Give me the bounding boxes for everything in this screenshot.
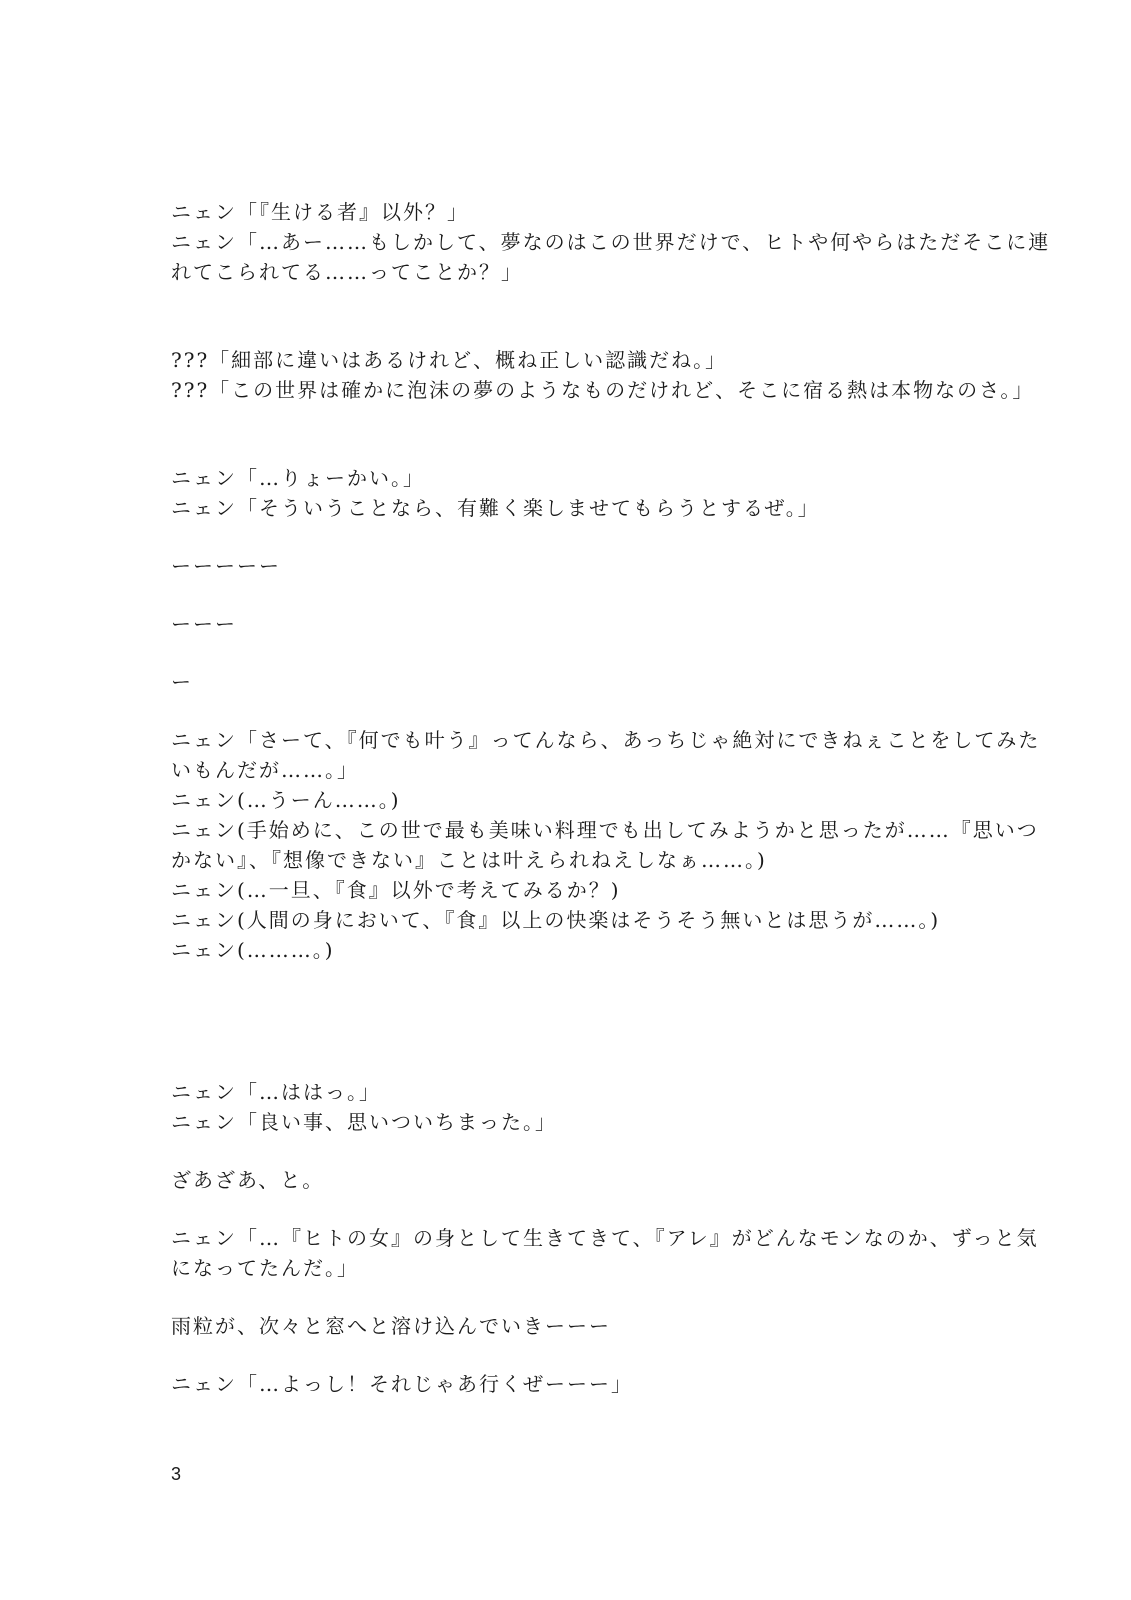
paragraph-gap [171,581,971,609]
text-line: いもんだが……。」 [171,758,359,782]
text-line: ニェン(手始めに、この世で最も美味い料理でも出してみようかと思ったが……『思いつ [171,818,1039,842]
scene-divider: ーーーーー [171,554,281,578]
text-line: ニェン「『生ける者』以外？」 [171,200,469,224]
paragraph-gap [171,523,971,551]
scene-divider: ー [171,670,193,694]
text-line: ニェン「そういうことなら、有難く楽しませてもらうとするぜ。」 [171,496,820,520]
text-line: ざあざあ、と。 [171,1168,325,1192]
text-line: ニェン(………。) [171,938,335,962]
text-line: ニェン(人間の身において、『食』以上の快楽はそうそう無いとは思うが……。) [171,908,941,932]
paragraph-gap [171,1341,971,1369]
paragraph-gap [171,1195,971,1223]
text-line: ニェン「さーて、『何でも叶う』ってんなら、あっちじゃ絶対にできねぇことをしてみた [171,728,1041,752]
text-line: ???「細部に違いはあるけれど、概ね正しい認識だね。」 [171,348,728,372]
text-line: ニェン「…あー……もしかして、夢なのはこの世界だけで、ヒトや何やらはただそこに連 [171,230,1051,254]
text-line: ニェン(…うーん……。) [171,788,401,812]
page-number: 3 [171,1464,182,1484]
text-line: になってたんだ。」 [171,1256,359,1280]
paragraph-gap [171,405,971,463]
paragraph-gap [171,965,971,1077]
page-body [171,197,1051,1399]
paragraph-gap [171,287,971,345]
scene-divider: ーーー [171,612,237,636]
text-line: かない』、『想像できない』ことは叶えられねえしなぁ……。) [171,848,767,872]
text-line: れてこられてる……ってことか？」 [171,260,523,284]
text-line: ニェン「良い事、思いついちまった。」 [171,1110,557,1134]
text-line: ニェン「…『ヒトの女』の身として生きてきて、『アレ』がどんなモンなのか、ずっと気 [171,1226,1039,1250]
text-line: ニェン「…よっし！それじゃあ行くぜーーー」 [171,1372,633,1396]
text-line: ニェン「…ははっ。」 [171,1080,381,1104]
paragraph-gap [171,639,971,667]
paragraph-gap [171,1283,971,1311]
paragraph-gap [171,1137,971,1165]
text-line: ???「この世界は確かに泡沫の夢のようなものだけれど、そこに宿る熱は本物なのさ。」 [171,378,1035,402]
text-line: ニェン(…一旦、『食』以外で考えてみるか？) [171,878,621,902]
text-line: 雨粒が、次々と窓へと溶け込んでいきーーー [171,1314,611,1338]
text-line: ニェン「…りょーかい。」 [171,466,425,490]
paragraph-gap [171,697,971,725]
